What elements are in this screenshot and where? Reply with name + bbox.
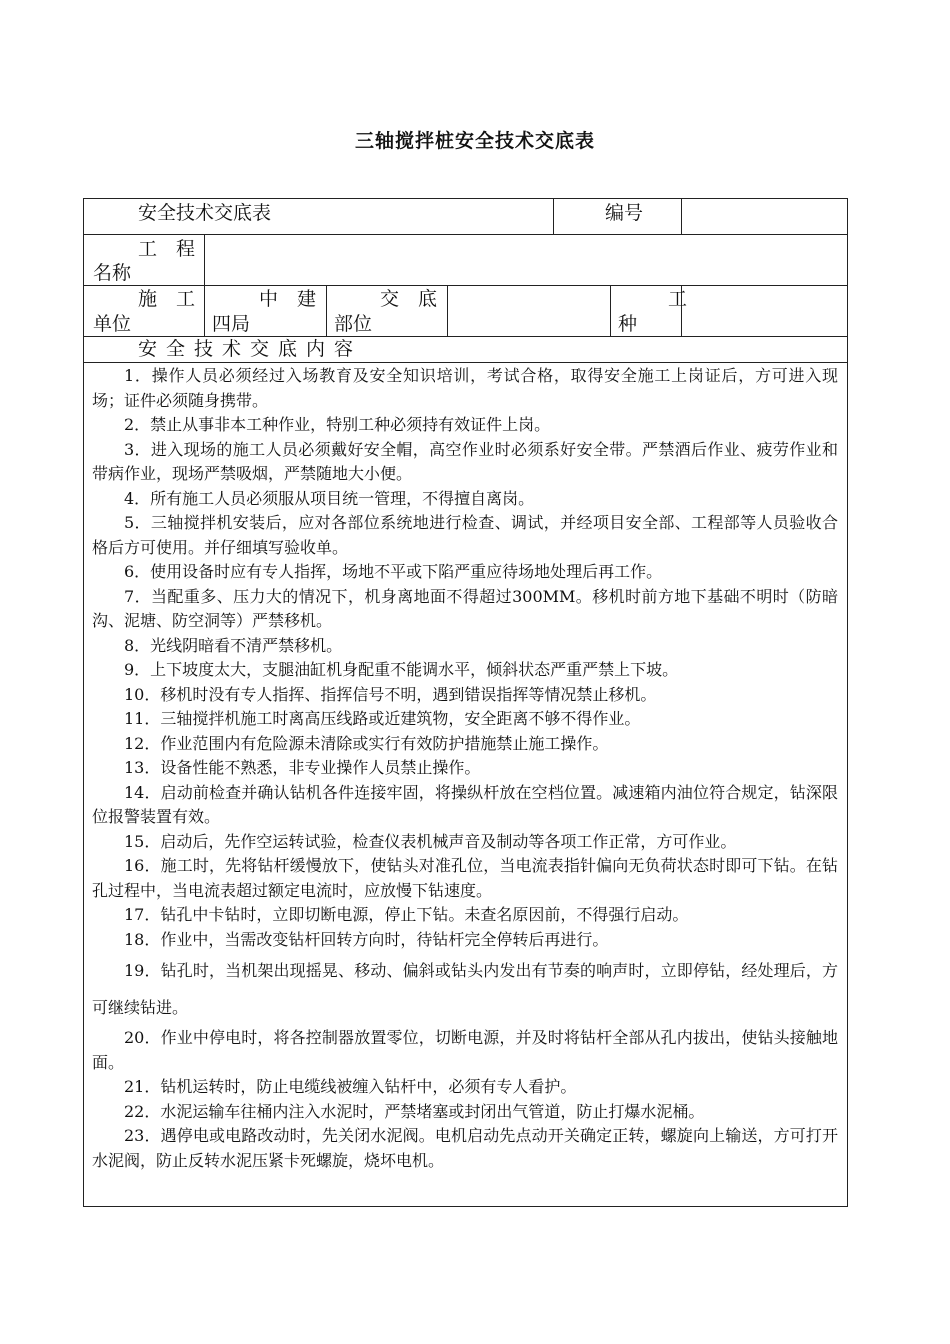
form-name-label: 安全技术交底表 xyxy=(138,202,272,224)
list-item: 8．光线阴暗看不清严禁移机。 xyxy=(124,635,343,655)
safety-items-list xyxy=(92,364,838,1173)
list-item: 3．进入现场的施工人员必须戴好安全帽，高空作业时必须系好安全带。严禁酒后作业、疲劳作业和带病作业，现场严禁吸烟，严禁随地大小便。 xyxy=(92,439,838,483)
list-item: 19．钻孔时，当机架出现摇晃、移动、偏斜或钻头内发出有节奏的响声时，立即停钻，经处理后，方可继续钻进。 xyxy=(92,961,838,1017)
col-divider xyxy=(204,234,205,336)
list-item: 16．施工时，先将钻杆缓慢放下，使钻头对准孔位，当电流表指针偏向无负荷状态时即可下钻。在钻孔过程中，当电流表超过额定电流时，应放慢下钻速度。 xyxy=(92,856,838,900)
row-divider xyxy=(83,234,848,235)
construction-unit-value: 中 建 xyxy=(259,288,317,310)
disclosure-part-label: 交 底 xyxy=(380,288,438,310)
project-name-label-2: 名称 xyxy=(93,262,132,284)
list-item: 1．操作人员必须经过入场教育及安全知识培训，考试合格，取得安全施工上岗证后，方可进入现场；证件必须随身携带。 xyxy=(92,366,838,410)
project-name-label: 工 程 xyxy=(138,238,196,260)
list-item: 10．移机时没有专人指挥、指挥信号不明，遇到错误指挥等情况禁止移机。 xyxy=(124,684,657,704)
row-divider xyxy=(83,336,848,337)
col-divider xyxy=(447,285,448,336)
col-divider xyxy=(681,198,682,235)
col-divider xyxy=(553,198,554,235)
list-item: 18．作业中，当需改变钻杆回转方向时，待钻杆完全停转后再进行。 xyxy=(124,929,609,949)
trade-label: 工 xyxy=(668,288,688,310)
construction-unit-value-2: 四局 xyxy=(212,313,251,335)
page-title: 三轴搅拌桩安全技术交底表 xyxy=(354,130,595,152)
list-item: 15．启动后，先作空运转试验，检查仪表机械声音及制动等各项工作正常，方可作业。 xyxy=(124,831,737,851)
col-divider xyxy=(326,285,327,336)
construction-unit-label-2: 单位 xyxy=(93,313,132,335)
list-item: 7．当配重多、压力大的情况下，机身离地面不得超过300MM。移机时前方地下基础不明时（防暗沟、泥塘、防空洞等）严禁移机。 xyxy=(92,586,838,630)
list-item: 21．钻机运转时，防止电缆线被缠入钻杆中，必须有专人看护。 xyxy=(124,1077,577,1096)
list-item: 12．作业范围内有危险源未清除或实行有效防护措施禁止施工操作。 xyxy=(124,733,609,753)
disclosure-part-label-2: 部位 xyxy=(334,313,373,335)
number-label: 编号 xyxy=(605,202,644,224)
col-divider xyxy=(610,285,611,336)
list-item: 9．上下坡度太大，支腿油缸机身配重不能调水平，倾斜状态严重严禁上下坡。 xyxy=(124,660,679,679)
content-heading: 安全技术交底内容 xyxy=(138,338,363,360)
list-item: 22．水泥运输车往桶内注入水泥时，严禁堵塞或封闭出气管道，防止打爆水泥桶。 xyxy=(124,1101,705,1121)
row-divider xyxy=(83,362,848,363)
list-item: 20．作业中停电时，将各控制器放置零位，切断电源，并及时将钻杆全部从孔内拔出，使钻头接触地面。 xyxy=(92,1028,838,1072)
trade-label-2: 种 xyxy=(618,313,638,335)
list-item: 13．设备性能不熟悉，非专业操作人员禁止操作。 xyxy=(124,758,481,777)
list-item: 6．使用设备时应有专人指挥，场地不平或下陷严重应待场地处理后再工作。 xyxy=(124,562,663,581)
list-item: 4．所有施工人员必须服从项目统一管理，不得擅自离岗。 xyxy=(124,488,535,508)
list-item: 17．钻孔中卡钻时，立即切断电源，停止下钻。未查名原因前，不得强行启动。 xyxy=(124,905,689,924)
list-item: 2．禁止从事非本工种作业，特别工种必须持有效证件上岗。 xyxy=(124,415,551,434)
list-item: 23．遇停电或电路改动时，先关闭水泥阀。电机启动先点动开关确定正转，螺旋向上输送，方可打开水泥阀，防止反转水泥压紧卡死螺旋，烧坏电机。 xyxy=(92,1126,838,1170)
list-item: 14．启动前检查并确认钻机各件连接牢固，将操纵杆放在空档位置。减速箱内油位符合规定，钻深限位报警装置有效。 xyxy=(92,782,838,826)
row-divider xyxy=(83,285,848,286)
list-item: 5．三轴搅拌机安装后，应对各部位系统地进行检查、调试，并经项目安全部、工程部等人员验收合格后方可使用。并仔细填写验收单。 xyxy=(92,513,838,557)
construction-unit-label: 施 工 xyxy=(138,288,196,310)
list-item: 11．三轴搅拌机施工时离高压线路或近建筑物，安全距离不够不得作业。 xyxy=(124,709,641,728)
